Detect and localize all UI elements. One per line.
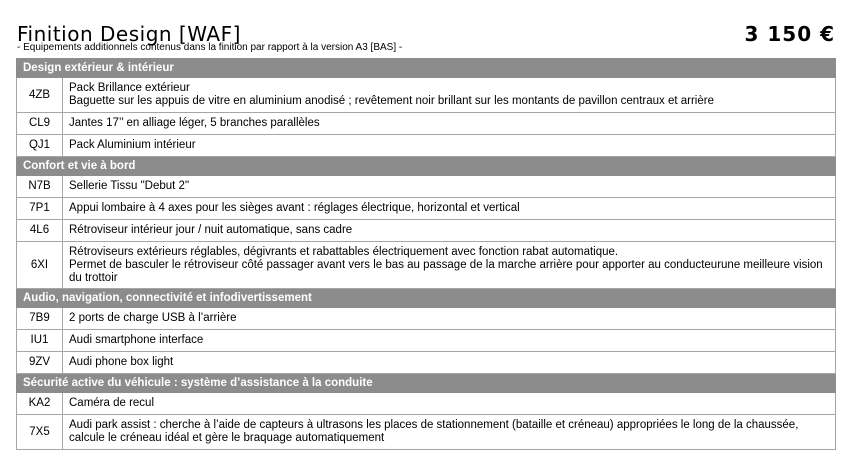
table-row: [17, 242, 836, 289]
option-code: QJ1: [17, 135, 63, 157]
section-header-securite: [17, 374, 836, 393]
option-description: Pack Aluminium intérieur: [63, 135, 836, 157]
header: [17, 22, 837, 56]
page-subtitle: - Equipements additionnels contenus dans la finition par rapport à la version A3 [BAS] -: [17, 42, 403, 53]
option-code: 6XI: [17, 242, 63, 289]
option-description: Rétroviseur intérieur jour / nuit automatique, sans cadre: [63, 220, 836, 242]
table-row: [17, 220, 836, 242]
option-code: CL9: [17, 113, 63, 135]
option-description: Audi park assist : cherche à l’aide de capteurs à ultrasons les places de stationnement (bataille et créneau) appropriées le long de la chaussée, calcule le créneau idéal et gère le braquage automatiquement: [63, 415, 836, 450]
option-description: Audi smartphone interface: [63, 330, 836, 352]
option-code: IU1: [17, 330, 63, 352]
table-row: [17, 330, 836, 352]
option-description: [63, 78, 836, 113]
option-code: 7X5: [17, 415, 63, 450]
option-code: N7B: [17, 176, 63, 198]
option-code: 7P1: [17, 198, 63, 220]
option-description: 2 ports de charge USB à l’arrière: [63, 308, 836, 330]
options-table: [16, 58, 836, 450]
table-row: [17, 352, 836, 374]
option-line: Rétroviseurs extérieurs réglables, dégivrants et rabattables électriquement avec fonction rabat automatique.: [69, 245, 619, 258]
option-description: Sellerie Tissu "Debut 2": [63, 176, 836, 198]
table-row: [17, 176, 836, 198]
section-header-design: [17, 59, 836, 78]
section-header-audio: [17, 289, 836, 308]
option-description: Jantes 17’’ en alliage léger, 5 branches parallèles: [63, 113, 836, 135]
option-description: Audi phone box light: [63, 352, 836, 374]
table-row: [17, 113, 836, 135]
option-code: 9ZV: [17, 352, 63, 374]
option-code: 7B9: [17, 308, 63, 330]
section-title: Audio, navigation, connectivité et infodivertissement: [17, 289, 836, 308]
table-row: [17, 135, 836, 157]
section-title: Sécurité active du véhicule : système d’assistance à la conduite: [17, 374, 836, 393]
option-description: Caméra de recul: [63, 393, 836, 415]
option-line: Permet de basculer le rétroviseur côté passager avant vers le bas au passage de la marche arrière pour apporter au conducteurune meilleure vision du trottoir: [69, 258, 823, 284]
section-title: Design extérieur & intérieur: [17, 59, 836, 78]
option-code: 4ZB: [17, 78, 63, 113]
table-row: [17, 393, 836, 415]
table-row: [17, 415, 836, 450]
table-row: [17, 308, 836, 330]
option-line: Baguette sur les appuis de vitre en aluminium anodisé ; revêtement noir brillant sur les montants de pavillon centraux et arrière: [69, 95, 714, 107]
option-code: 4L6: [17, 220, 63, 242]
price: 3 150 €: [744, 22, 835, 46]
option-line: Pack Brillance extérieur: [69, 82, 190, 94]
table-row: [17, 78, 836, 113]
section-title: Confort et vie à bord: [17, 157, 836, 176]
section-header-confort: [17, 157, 836, 176]
option-description: Appui lombaire à 4 axes pour les sièges avant : réglages électrique, horizontal et vertical: [63, 198, 836, 220]
page-title: Finition Design [WAF]: [17, 22, 241, 46]
option-description: [63, 242, 836, 289]
table-row: [17, 198, 836, 220]
option-code: KA2: [17, 393, 63, 415]
